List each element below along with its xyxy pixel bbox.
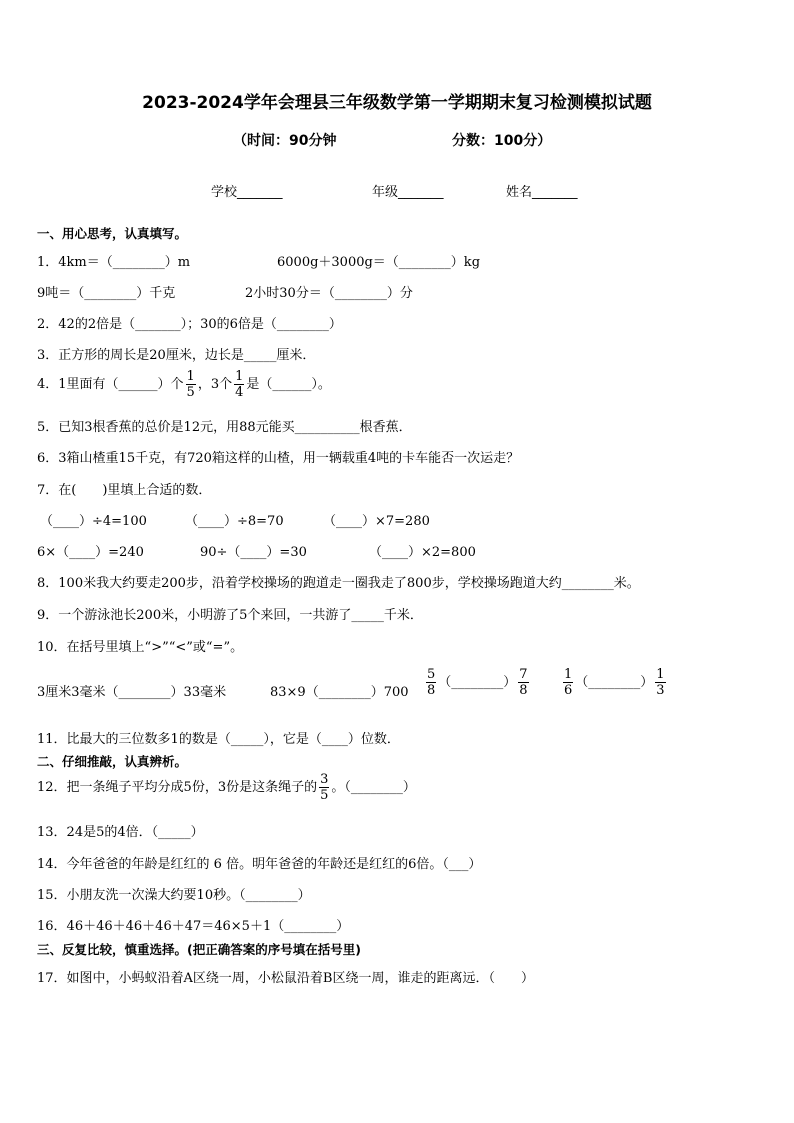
exam-time: （时间：90分钟 [233, 133, 337, 149]
question-11: 11．比最大的三位数多1的数是（_____），它是（____）位数． [37, 732, 400, 747]
question-14: 14．今年爸爸的年龄是红红的 6 倍。明年爸爸的年龄还是红红的6倍。（___） [37, 857, 482, 872]
comparison-blank: （________） [575, 675, 654, 690]
question-1-a: 1．4km＝（________）m [37, 255, 191, 270]
question-4-middle: ，3个 [197, 377, 233, 392]
question-4-suffix: 是（______）。 [246, 377, 331, 392]
question-7-a: （____）÷4=100 [40, 514, 147, 529]
denominator: 4 [235, 385, 244, 400]
question-10: 10．在括号里填上“>”“<”或“=”。 [37, 640, 244, 655]
question-7-d: 6×（____）=240 [37, 545, 144, 560]
denominator: 6 [564, 683, 573, 698]
question-7-b: （____）÷8=70 [185, 514, 284, 529]
fraction-three-fifths [319, 773, 329, 802]
question-10-b: 83×9（________）700 [270, 685, 409, 700]
question-2: 2．42的2倍是（_______）；30的6倍是（________） [37, 317, 342, 332]
numerator: 7 [519, 667, 528, 682]
fraction-one-third [655, 668, 665, 697]
section-2-heading: 二、仔细推敲，认真辨析。 [37, 754, 188, 769]
question-12-prefix: 12．把一条绳子平均分成5份，3份是这条绳子的 [37, 780, 318, 795]
question-4 [37, 370, 331, 399]
fraction-seven-eighths [518, 668, 528, 697]
fraction-one-fifth [186, 370, 196, 399]
question-7-e: 90÷（____）=30 [200, 545, 307, 560]
fraction-five-eighths [426, 668, 436, 697]
numerator: 5 [427, 667, 436, 682]
denominator: 8 [519, 683, 528, 698]
question-16: 16．46＋46＋46＋46＋47＝46×5＋1（________） [37, 919, 350, 934]
name-field: 姓名_______ [506, 185, 578, 200]
numerator: 1 [564, 667, 573, 682]
question-15: 15．小朋友洗一次澡大约要10秒。（________） [37, 888, 311, 903]
question-13: 13．24是5的4倍．（_____） [37, 825, 204, 840]
question-5: 5．已知3根香蕉的总价是12元，用88元能买__________根香蕉． [37, 420, 412, 435]
numerator: 3 [320, 772, 329, 787]
question-17: 17．如图中，小蚂蚁沿着A区绕一周，小松鼠沿着B区绕一周，谁走的距离远．（ ） [37, 971, 534, 986]
numerator: 1 [235, 369, 244, 384]
denominator: 5 [320, 788, 329, 803]
numerator: 1 [186, 369, 195, 384]
exam-score: 分数：100分） [452, 133, 552, 149]
comparison-blank: （________） [438, 675, 517, 690]
question-12-suffix: 。（________） [331, 780, 416, 795]
question-10-c [424, 668, 531, 697]
denominator: 8 [427, 683, 436, 698]
fraction-one-quarter [234, 370, 244, 399]
question-1-c: 9吨＝（________）千克 [37, 286, 176, 301]
grade-field: 年级_______ [372, 185, 444, 200]
numerator: 1 [656, 667, 665, 682]
school-field: 学校_______ [211, 185, 283, 200]
question-12 [37, 773, 416, 802]
question-1-b: 6000g＋3000g＝（________）kg [277, 255, 481, 270]
question-7: 7．在( )里填上合适的数． [37, 483, 212, 498]
question-7-c: （____）×7=280 [323, 514, 430, 529]
question-1-d: 2小时30分＝（________）分 [245, 286, 413, 301]
question-8: 8．100米我大约要走200步，沿着学校操场的跑道走一圈我走了800步，学校操场跑道大约________米。 [37, 576, 640, 591]
page-title: 2023-2024学年会理县三年级数学第一学期期末复习检测模拟试题 [142, 93, 652, 113]
denominator: 3 [656, 683, 665, 698]
question-7-f: （____）×2=800 [369, 545, 476, 560]
section-3-heading: 三、反复比较，慎重选择。(把正确答案的序号填在括号里) [37, 942, 361, 957]
denominator: 5 [186, 385, 195, 400]
question-6: 6．3箱山楂重15千克，有720箱这样的山楂，用一辆载重4吨的卡车能否一次运走？ [37, 451, 520, 466]
question-3: 3．正方形的周长是20厘米，边长是_____厘米． [37, 348, 316, 363]
section-1-heading: 一、用心思考，认真填写。 [37, 226, 188, 241]
fraction-one-sixth [563, 668, 573, 697]
question-10-a: 3厘米3毫米（________）33毫米 [37, 685, 227, 700]
question-10-d [561, 668, 668, 697]
question-4-prefix: 4．1里面有（______）个 [37, 377, 184, 392]
question-9: 9．一个游泳池长200米，小明游了5个来回，一共游了_____千米． [37, 608, 423, 623]
